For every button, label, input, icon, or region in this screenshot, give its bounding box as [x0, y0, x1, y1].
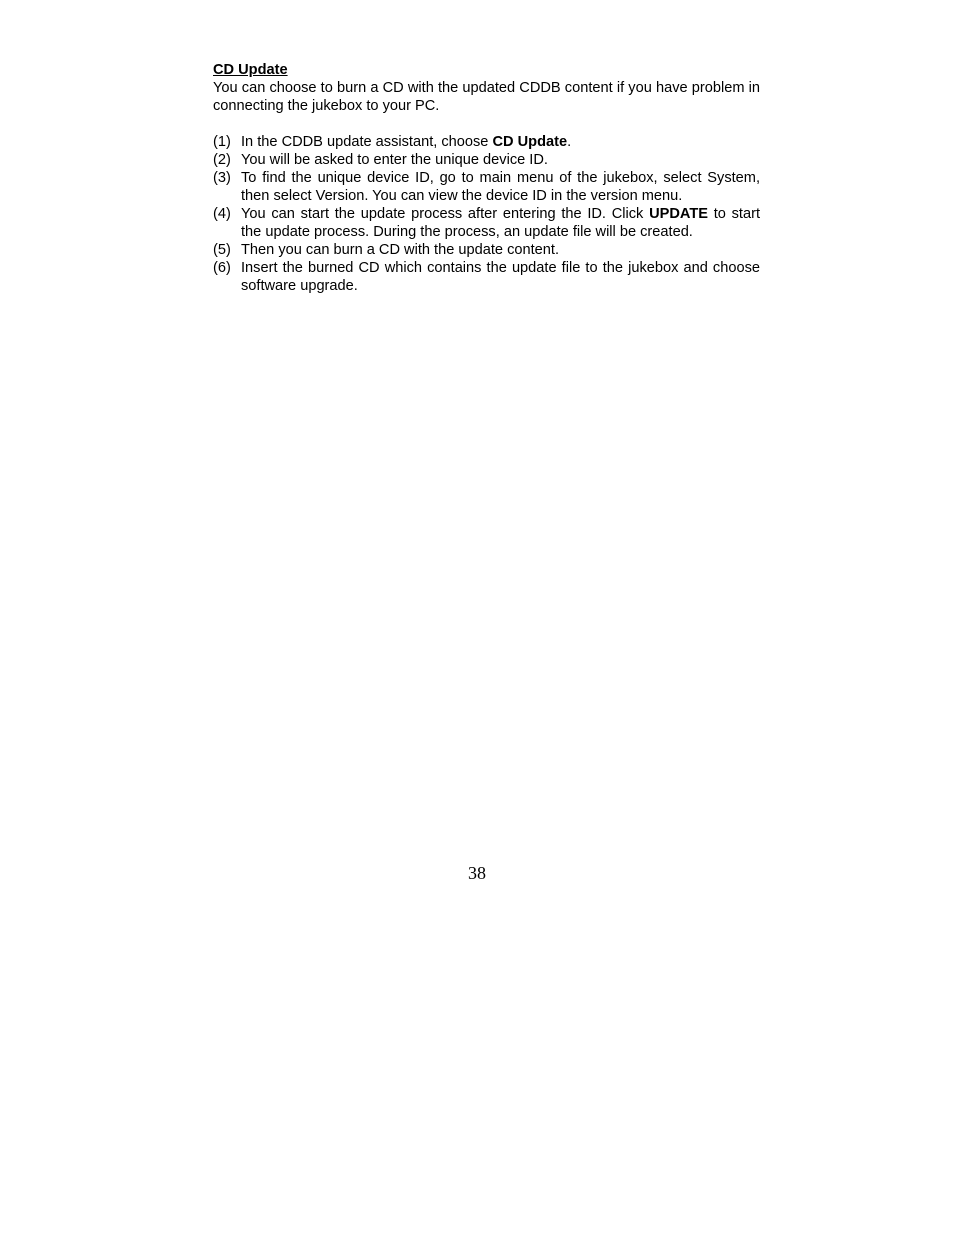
step-text: Insert the burned CD which contains the update file to the jukebox and choose software upgrade.: [241, 260, 760, 294]
step-text-end: to start the update process. During the process, an update file will be created.: [241, 206, 760, 240]
list-item: [213, 259, 760, 295]
step-text: In the CDDB update assistant, choose: [241, 134, 493, 150]
step-text: You will be asked to enter the unique device ID.: [241, 152, 548, 168]
list-item: [213, 133, 760, 151]
step-emphasis: UPDATE: [649, 206, 708, 222]
step-text: You can start the update process after entering the ID. Click: [241, 206, 650, 222]
page-number: 38: [468, 863, 486, 883]
step-number: (1): [213, 134, 231, 150]
steps-list: [213, 133, 760, 295]
list-item: [213, 169, 760, 205]
step-text: To find the unique device ID, go to main menu of the jukebox, select System, then select Version. You can view the device ID in the version menu.: [241, 170, 760, 204]
step-number: (4): [213, 206, 231, 222]
section-heading: CD Update: [213, 62, 288, 78]
step-number: (3): [213, 170, 231, 186]
list-item: [213, 241, 760, 259]
step-number: (2): [213, 152, 231, 168]
step-text-end: .: [567, 134, 572, 150]
step-number: (5): [213, 242, 231, 258]
list-item: [213, 205, 760, 241]
list-item: [213, 151, 760, 169]
intro-paragraph: You can choose to burn a CD with the updated CDDB content if you have problem in connecting the jukebox to your PC.: [213, 80, 760, 114]
step-text: Then you can burn a CD with the update content.: [241, 242, 560, 258]
step-emphasis: CD Update: [492, 134, 568, 150]
content-block: [213, 61, 760, 295]
step-number: (6): [213, 260, 231, 276]
